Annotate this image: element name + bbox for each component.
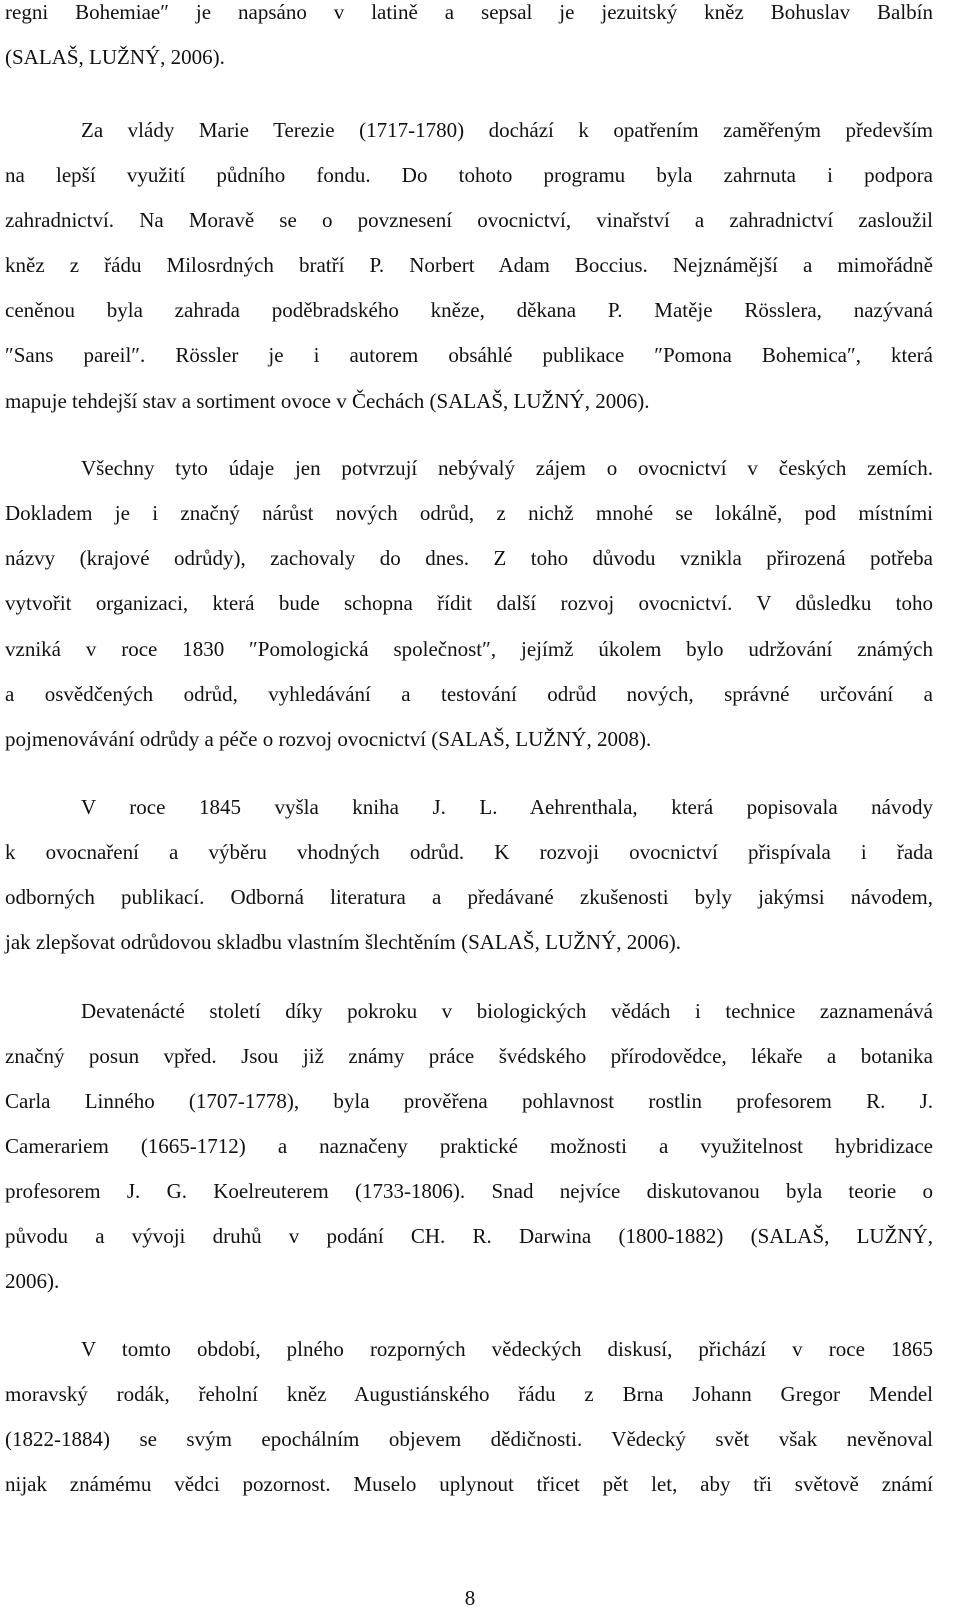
- paragraph-3-line-2: Dokladem je i značný nárůst nových odrůd, z nichž mnohé se lokálně, pod místními: [5, 501, 933, 525]
- paragraph-5-line-1: Devatenácté století díky pokroku v biologických vědách i technice zaznamenává: [81, 999, 933, 1023]
- paragraph-5-line-4: Camerariem (1665-1712) a naznačeny praktické možnosti a využitelnost hybridizace: [5, 1134, 933, 1158]
- page-number: 8: [464, 1586, 476, 1610]
- paragraph-2-line-2: na lepší využití půdního fondu. Do tohoto programu byla zahrnuta i podpora: [5, 163, 933, 187]
- paragraph-6-line-3: (1822-1884) se svým epochálním objevem dědičnosti. Vědecký svět však nevěnoval: [5, 1427, 933, 1451]
- paragraph-5-line-7: 2006).: [5, 1269, 60, 1293]
- paragraph-4-line-4: jak zlepšovat odrůdovou skladbu vlastním šlechtěním (SALAŠ, LUŽNÝ, 2006).: [5, 930, 681, 954]
- paragraph-2-line-4: kněz z řádu Milosrdných bratří P. Norbert Adam Boccius. Nejznámější a mimořádně: [5, 253, 933, 277]
- paragraph-3-line-7: pojmenovávání odrůdy a péče o rozvoj ovocnictví (SALAŠ, LUŽNÝ, 2008).: [5, 727, 652, 751]
- paragraph-2-line-7: mapuje tehdejší stav a sortiment ovoce v Čechách (SALAŠ, LUŽNÝ, 2006).: [5, 389, 650, 413]
- paragraph-2-line-6: ″Sans pareil″. Rössler je i autorem obsáhlé publikace ″Pomona Bohemica″, která: [5, 343, 933, 367]
- paragraph-2-line-3: zahradnictví. Na Moravě se o povznesení ovocnictví, vinařství a zahradnictví zasloužil: [5, 208, 933, 232]
- paragraph-2-line-1: Za vlády Marie Terezie (1717-1780) dochází k opatřením zaměřeným především: [81, 118, 933, 142]
- paragraph-1-line-2: (SALAŠ, LUŽNÝ, 2006).: [5, 45, 225, 69]
- paragraph-3-line-3: názvy (krajové odrůdy), zachovaly do dnes. Z toho důvodu vznikla přirozená potřeba: [5, 546, 933, 570]
- paragraph-6-line-1: V tomto období, plného rozporných vědeckých diskusí, přichází v roce 1865: [81, 1337, 933, 1361]
- paragraph-3-line-1: Všechny tyto údaje jen potvrzují nebývalý zájem o ovocnictví v českých zemích.: [81, 456, 933, 480]
- paragraph-3-line-5: vzniká v roce 1830 ″Pomologická společnost″, jejímž úkolem bylo udržování známých: [5, 637, 933, 661]
- paragraph-5-line-6: původu a vývoji druhů v podání CH. R. Darwina (1800-1882) (SALAŠ, LUŽNÝ,: [5, 1224, 933, 1248]
- paragraph-3-line-6: a osvědčených odrůd, vyhledávání a testování odrůd nových, správné určování a: [5, 682, 933, 706]
- paragraph-5-line-5: profesorem J. G. Koelreuterem (1733-1806). Snad nejvíce diskutovanou byla teorie o: [5, 1179, 933, 1203]
- paragraph-4-line-2: k ovocnaření a výběru vhodných odrůd. K rozvoji ovocnictví přispívala i řada: [5, 840, 933, 864]
- paragraph-4-line-1: V roce 1845 vyšla kniha J. L. Aehrenthala, která popisovala návody: [81, 795, 933, 819]
- paragraph-6-line-2: moravský rodák, řeholní kněz Augustiánského řádu z Brna Johann Gregor Mendel: [5, 1382, 933, 1406]
- paragraph-4-line-3: odborných publikací. Odborná literatura a předávané zkušenosti byly jakýmsi návodem,: [5, 885, 933, 909]
- paragraph-2-line-5: ceněnou byla zahrada poděbradského kněze, děkana P. Matěje Rösslera, nazývaná: [5, 298, 933, 322]
- paragraph-5-line-2: značný posun vpřed. Jsou již známy práce švédského přírodovědce, lékaře a botanika: [5, 1044, 933, 1068]
- paragraph-6-line-4: nijak známému vědci pozornost. Muselo uplynout třicet pět let, aby tři světově známí: [5, 1472, 933, 1496]
- paragraph-5-line-3: Carla Linného (1707-1778), byla prověřena pohlavnost rostlin profesorem R. J.: [5, 1089, 933, 1113]
- paragraph-3-line-4: vytvořit organizaci, která bude schopna řídit další rozvoj ovocnictví. V důsledku toho: [5, 591, 933, 615]
- paragraph-1-line-1: regni Bohemiae″ je napsáno v latině a sepsal je jezuitský kněz Bohuslav Balbín: [5, 0, 933, 24]
